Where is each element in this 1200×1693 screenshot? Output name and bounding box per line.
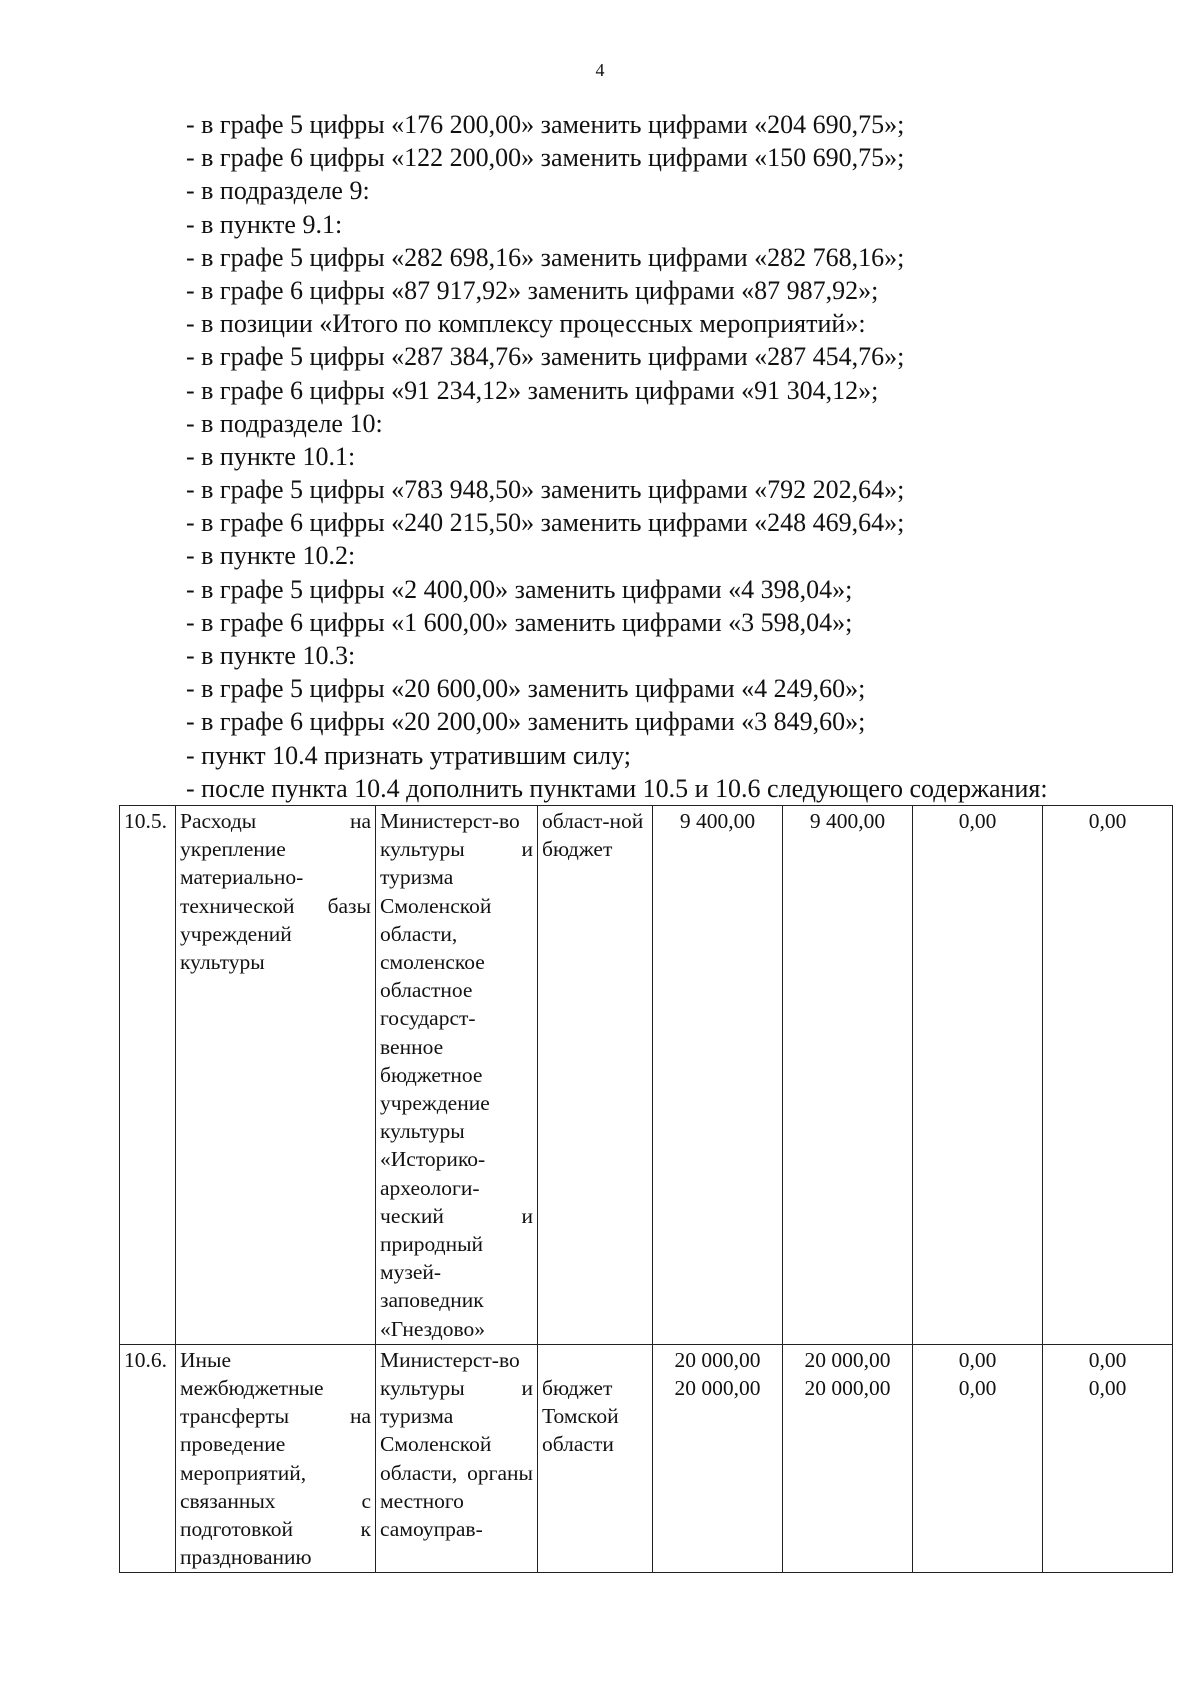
amendment-table (119, 805, 1173, 1573)
amendment-line: - в графе 5 цифры «176 200,00» заменить цифрами «204 690,75»; (186, 110, 905, 139)
value-line: 0,00 (958, 1376, 997, 1401)
value-line: 20 000,00 (804, 1376, 891, 1401)
table-row (120, 806, 1173, 1345)
row-number: 10.5. (120, 806, 176, 1345)
amendment-line: - в графе 6 цифры «240 215,50» заменить цифрами «248 469,64»; (186, 508, 905, 538)
amendment-line: - в графе 6 цифры «87 917,92» заменить цифрами «87 987,92»; (186, 275, 879, 305)
amendment-line: - в графе 5 цифры «20 600,00» заменить цифрами «4 249,60»; (186, 674, 866, 704)
value-cell: 9 400,00 (653, 806, 783, 1345)
amendment-line: - в графе 5 цифры «282 698,16» заменить цифрами «282 768,16»; (186, 242, 905, 272)
measure-name: Иные межбюджетные трансферты на проведение мероприятий, связанных с подготовкой к празднованию (176, 1344, 376, 1573)
page-number: 4 (595, 60, 605, 80)
amendment-line: - в пункте 10.2: (186, 541, 356, 571)
value-cell: 0,00 (1043, 806, 1173, 1345)
amendment-line: - в графе 6 цифры «122 200,00» заменить цифрами «150 690,75»; (186, 143, 905, 173)
value-line: 20 000,00 (674, 1376, 761, 1401)
amendment-line: - в подразделе 9: (186, 176, 370, 206)
executor: Министерст-во культуры и туризма Смоленской области, смоленское областное государст-венное бюджетное учреждение культуры «Историко-археологи-ческий и природный музей-заповедник «Гнездово» (376, 806, 538, 1345)
value-line: 0,00 (958, 1347, 997, 1372)
row-number: 10.6. (120, 1344, 176, 1573)
executor: Министерст-во культуры и туризма Смоленской области, органы местного самоуправ- (376, 1344, 538, 1573)
amendment-line: - в пункте 10.1: (186, 441, 356, 471)
amendment-line: - в позиции «Итого по комплексу процессных мероприятий»: (186, 309, 866, 339)
amendment-line: - в графе 5 цифры «2 400,00» заменить цифрами «4 398,04»; (186, 574, 853, 604)
value-line: 0,00 (1088, 1347, 1127, 1372)
amendment-line: - в графе 5 цифры «783 948,50» заменить цифрами «792 202,64»; (186, 475, 905, 505)
measure-name: Расходы на укрепление материально-технической базы учреждений культуры (176, 806, 376, 1345)
value-line: 20 000,00 (804, 1347, 891, 1372)
amendment-line: - в графе 6 цифры «91 234,12» заменить цифрами «91 304,12»; (186, 375, 879, 405)
value-cell (783, 1344, 913, 1573)
value-cell: 9 400,00 (783, 806, 913, 1345)
amendment-list (186, 108, 1146, 805)
value-line: 0,00 (1088, 1376, 1127, 1401)
funding-source (538, 1344, 653, 1573)
amendment-line: - в графе 6 цифры «20 200,00» заменить цифрами «3 849,60»; (186, 707, 866, 737)
amendment-line: - после пункта 10.4 дополнить пунктами 10.5 и 10.6 следующего содержания: (186, 773, 1048, 803)
amendment-line: - в подразделе 10: (186, 408, 383, 438)
value-cell (1043, 1344, 1173, 1573)
funding-source-text: бюджет Томской области (542, 1375, 619, 1457)
amendment-line: - в пункте 10.3: (186, 641, 356, 670)
amendment-line: - пункт 10.4 признать утратившим силу; (186, 740, 632, 770)
value-line: 20 000,00 (674, 1347, 761, 1372)
amendment-line: - в графе 6 цифры «1 600,00» заменить цифрами «3 598,04»; (186, 607, 853, 637)
value-cell (913, 1344, 1043, 1573)
value-cell: 0,00 (913, 806, 1043, 1345)
table-row (120, 1344, 1173, 1573)
amendment-line: - в пункте 9.1: (186, 209, 343, 239)
value-cell (653, 1344, 783, 1573)
amendment-line: - в графе 5 цифры «287 384,76» заменить цифрами «287 454,76»; (186, 342, 905, 372)
funding-source: област-ной бюджет (538, 806, 653, 1345)
